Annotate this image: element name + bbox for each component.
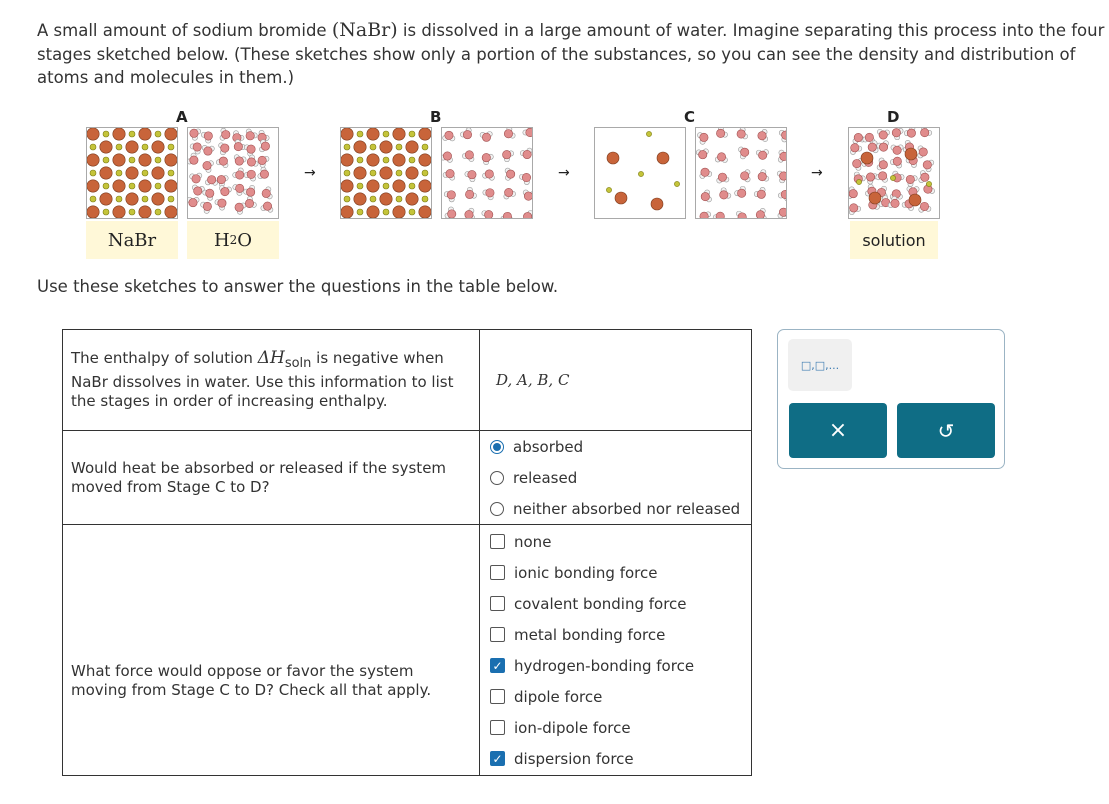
- radio-button[interactable]: [490, 440, 504, 454]
- arrow-a-to-b: →: [304, 165, 316, 181]
- checkbox[interactable]: [490, 596, 505, 611]
- force-option-0[interactable]: [490, 526, 741, 557]
- force-option-6[interactable]: [490, 712, 741, 743]
- stage-d-letter: D: [887, 108, 900, 126]
- sketch-c-separated-water: [695, 127, 787, 219]
- close-icon: ×: [828, 418, 848, 443]
- heat-option-1[interactable]: [490, 462, 741, 493]
- q1-post: is negative when NaBr dissolves in water. Use this information to list the stages in order of increasing enthalpy.: [71, 349, 454, 410]
- subscript-template-icon: □,□,...: [800, 358, 840, 372]
- force-option-label: hydrogen-bonding force: [514, 656, 695, 675]
- question-row-3: [63, 525, 752, 776]
- heat-radio-group: [490, 431, 741, 524]
- heat-option-label: absorbed: [513, 437, 584, 456]
- sketch-b-separated-water: [441, 127, 533, 219]
- stage-a-letter: A: [176, 108, 188, 126]
- q1-symbol: ΔH: [257, 348, 285, 368]
- force-checkbox-group: [490, 526, 741, 774]
- force-option-label: ionic bonding force: [514, 563, 658, 582]
- arrow-c-to-d: →: [811, 165, 823, 181]
- checkbox[interactable]: [490, 565, 505, 580]
- intro-part2: is dissolved in a large amount of water. Imagine separating this process into the four stages sketched below. (These sketches show only a portion of the substances, so you can see the density and distribution of atoms and molecules in them.): [37, 21, 1105, 87]
- force-option-label: covalent bonding force: [514, 594, 687, 613]
- stage-c-letter: C: [684, 108, 696, 126]
- radio-button[interactable]: [490, 471, 504, 485]
- force-option-label: dispersion force: [514, 749, 634, 768]
- answer-3-cell: [480, 525, 752, 776]
- heat-option-label: neither absorbed nor released: [513, 499, 741, 518]
- intro-text: [37, 19, 1105, 90]
- label-nabr: NaBr: [86, 221, 178, 259]
- question-row-2: [63, 431, 752, 525]
- label-o: O: [237, 229, 253, 251]
- sketch-d-solution: [848, 127, 940, 219]
- checkbox[interactable]: ✓: [490, 751, 505, 766]
- answer-1-input[interactable]: D, A, B, C: [496, 371, 570, 389]
- undo-icon: ↺: [937, 418, 955, 443]
- heat-option-0[interactable]: [490, 431, 741, 462]
- label-sub2: 2: [229, 233, 238, 247]
- checkbox[interactable]: ✓: [490, 658, 505, 673]
- force-option-3[interactable]: [490, 619, 741, 650]
- force-option-label: metal bonding force: [514, 625, 666, 644]
- label-solution: solution: [850, 221, 938, 259]
- sketch-a-water: [187, 127, 279, 219]
- label-h2o: [187, 221, 279, 259]
- force-option-1[interactable]: [490, 557, 741, 588]
- force-option-5[interactable]: [490, 681, 741, 712]
- answer-tools-panel: [777, 329, 1005, 469]
- question-1-text: [63, 330, 480, 431]
- question-2-text: Would heat be absorbed or released if the system moved from Stage C to D?: [63, 431, 480, 525]
- heat-option-2[interactable]: [490, 493, 741, 524]
- checkbox[interactable]: [490, 689, 505, 704]
- answer-2-cell: [480, 431, 752, 525]
- stage-b-letter: B: [430, 108, 442, 126]
- subscript-template-button[interactable]: [788, 339, 852, 391]
- clear-button[interactable]: [789, 403, 887, 458]
- radio-button[interactable]: [490, 502, 504, 516]
- force-option-4[interactable]: [490, 650, 741, 681]
- intro-part1: A small amount of sodium bromide: [37, 21, 332, 40]
- sketch-c-separated-ions: [594, 127, 686, 219]
- force-option-7[interactable]: [490, 743, 741, 774]
- label-h: H: [213, 229, 230, 251]
- question-row-1: [63, 330, 752, 431]
- questions-table: [62, 329, 752, 776]
- question-3-text: What force would oppose or favor the system moving from Stage C to D? Check all that apply.: [63, 525, 480, 776]
- use-sketches-text: Use these sketches to answer the questions in the table below.: [37, 277, 559, 296]
- sketch-b-nabr-crystal: [340, 127, 432, 219]
- checkbox[interactable]: [490, 720, 505, 735]
- heat-option-label: released: [513, 468, 578, 487]
- checkbox[interactable]: [490, 627, 505, 642]
- q1-pre: The enthalpy of solution: [71, 349, 258, 367]
- undo-button[interactable]: [897, 403, 995, 458]
- q1-sub: soln: [284, 356, 312, 371]
- answer-1-cell[interactable]: [480, 330, 752, 431]
- intro-formula: (NaBr): [331, 19, 398, 41]
- force-option-2[interactable]: [490, 588, 741, 619]
- force-option-label: dipole force: [514, 687, 603, 706]
- sketch-a-nabr-crystal: [86, 127, 178, 219]
- arrow-b-to-c: →: [558, 165, 570, 181]
- checkbox[interactable]: [490, 534, 505, 549]
- force-option-label: none: [514, 532, 552, 551]
- force-option-label: ion-dipole force: [514, 718, 631, 737]
